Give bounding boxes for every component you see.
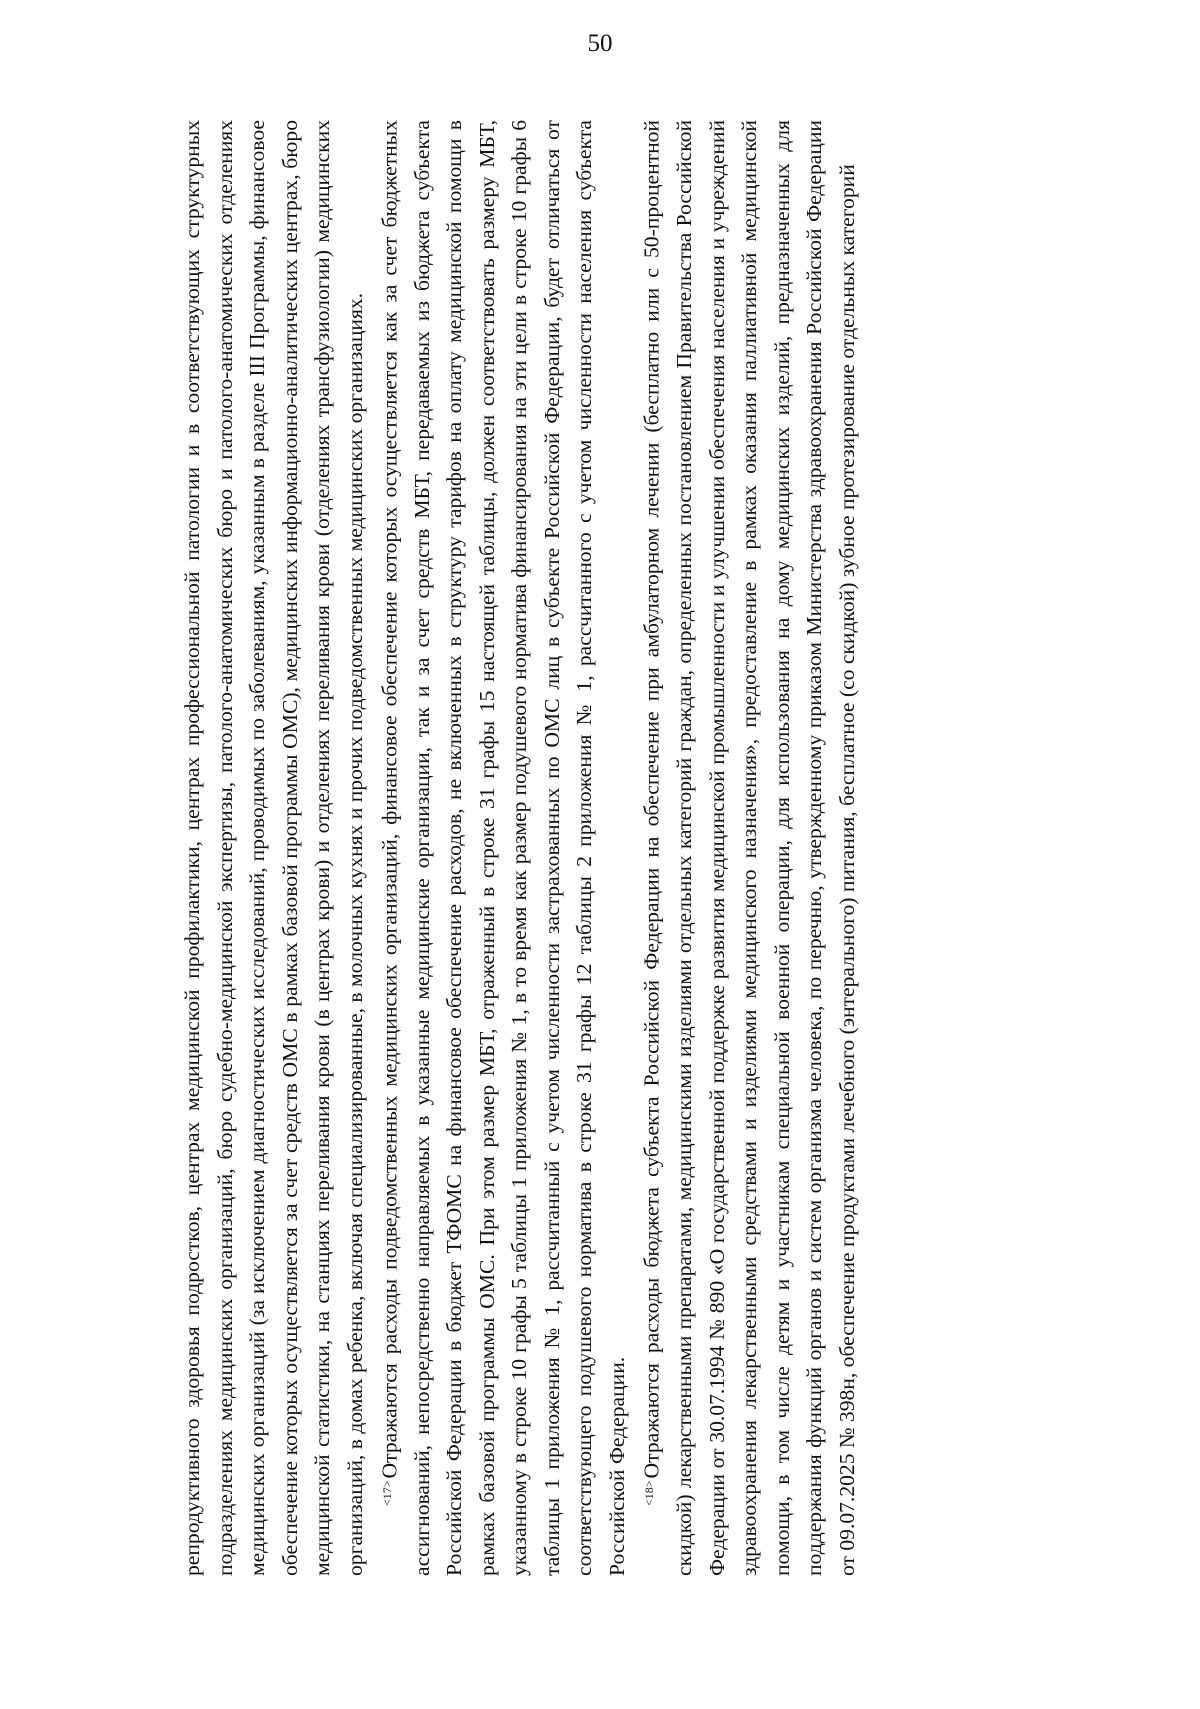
paragraph-text: Отражаются расходы бюджета субъекта Российской Федерации на обеспечение при амбулаторном лечении (бесплатно или с 50-процентной скидкой) лекарственными препаратами, медицинскими изделиями отдельных категорий граждан, определенных постановлением Правительства Российской Федерации от 30.07.1994 № 890 «О государственной поддержке развития медицинской промышленности и улучшении обеспечения населения и учреждений здравоохранения лекарственными средствами и изделиями медицинского назначения», предоставление в рамках оказания паллиативной медицинской помощи, в том числе детям и участникам специальной военной операции, для использования на дому медицинских изделий, предназначенных для поддержания функций органов и систем организма человека, по перечню, утвержденному приказом Министерства здравоохранения Российской Федерации от 09.07.2025 № 398н, обеспечение продуктами лечебного (энтерального) питания, бесплатное (со скидкой) зубное протезирование отдельных категорий (639, 120, 859, 1576)
rotated-body-text (176, 120, 859, 1576)
paragraph-text: Отражаются расходы подведомственных медицинских организаций, финансовое обеспечение которых осуществляется как за счет бюджетных ассигнований, непосредственно направляемых в указанные медицинские организации, так и за счет средств МБТ, передаваемых из бюджета субъекта Российской Федерации в бюджет ТФОМС на финансовое обеспечение расходов, не включенных в структуру тарифов на оплату медицинской помощи в рамках базовой программы ОМС. При этом размер МБТ, отраженный в строке 31 графы 15 настоящей таблицы, должен соответствовать размеру МБТ, указанному в строке 10 графы 5 таблицы 1 приложения № 1, в то время как размер подушевого норматива финансирования на эти цели в строке 10 графы 6 таблицы 1 приложения № 1, рассчитанный с учетом численности застрахованных по ОМС лиц в субъекте Российской Федерации, будет отличаться от соответствующего подушевого норматива в строке 31 графы 12 таблицы 2 приложения № 1, рассчитанного с учетом численности населения субъекта Российской Федерации. (377, 120, 629, 1576)
footnote-marker: <18> (642, 1480, 657, 1506)
paragraph-text: репродуктивного здоровья подростков, центрах медицинской профилактики, центрах профессиональной патологии и в соответствующих структурных подразделениях медицинских организаций, бюро судебно-медицинской экспертизы, патолого-анатомических бюро и патолого-анатомических отделениях медицинских организаций (за исключением диагностических исследований, проводимых по заболеваниям, указанным в разделе III Программы, финансовое обеспечение которых осуществляется за счет средств ОМС в рамках базовой программы ОМС), медицинских информационно-аналитических центрах, бюро медицинской статистики, на станциях переливания крови (в центрах крови) и отделениях переливания крови (отделениях трансфузиологии) медицинских организаций, в домах ребенка, включая специализированные, в молочных кухнях и прочих подведомственных медицинских организациях. (180, 120, 367, 1576)
footnote-18 (633, 120, 863, 1576)
paragraph-continuation (176, 120, 371, 1576)
page-number: 50 (587, 30, 613, 57)
footnote-17 (371, 120, 633, 1576)
footnote-marker: <17> (380, 1480, 394, 1506)
